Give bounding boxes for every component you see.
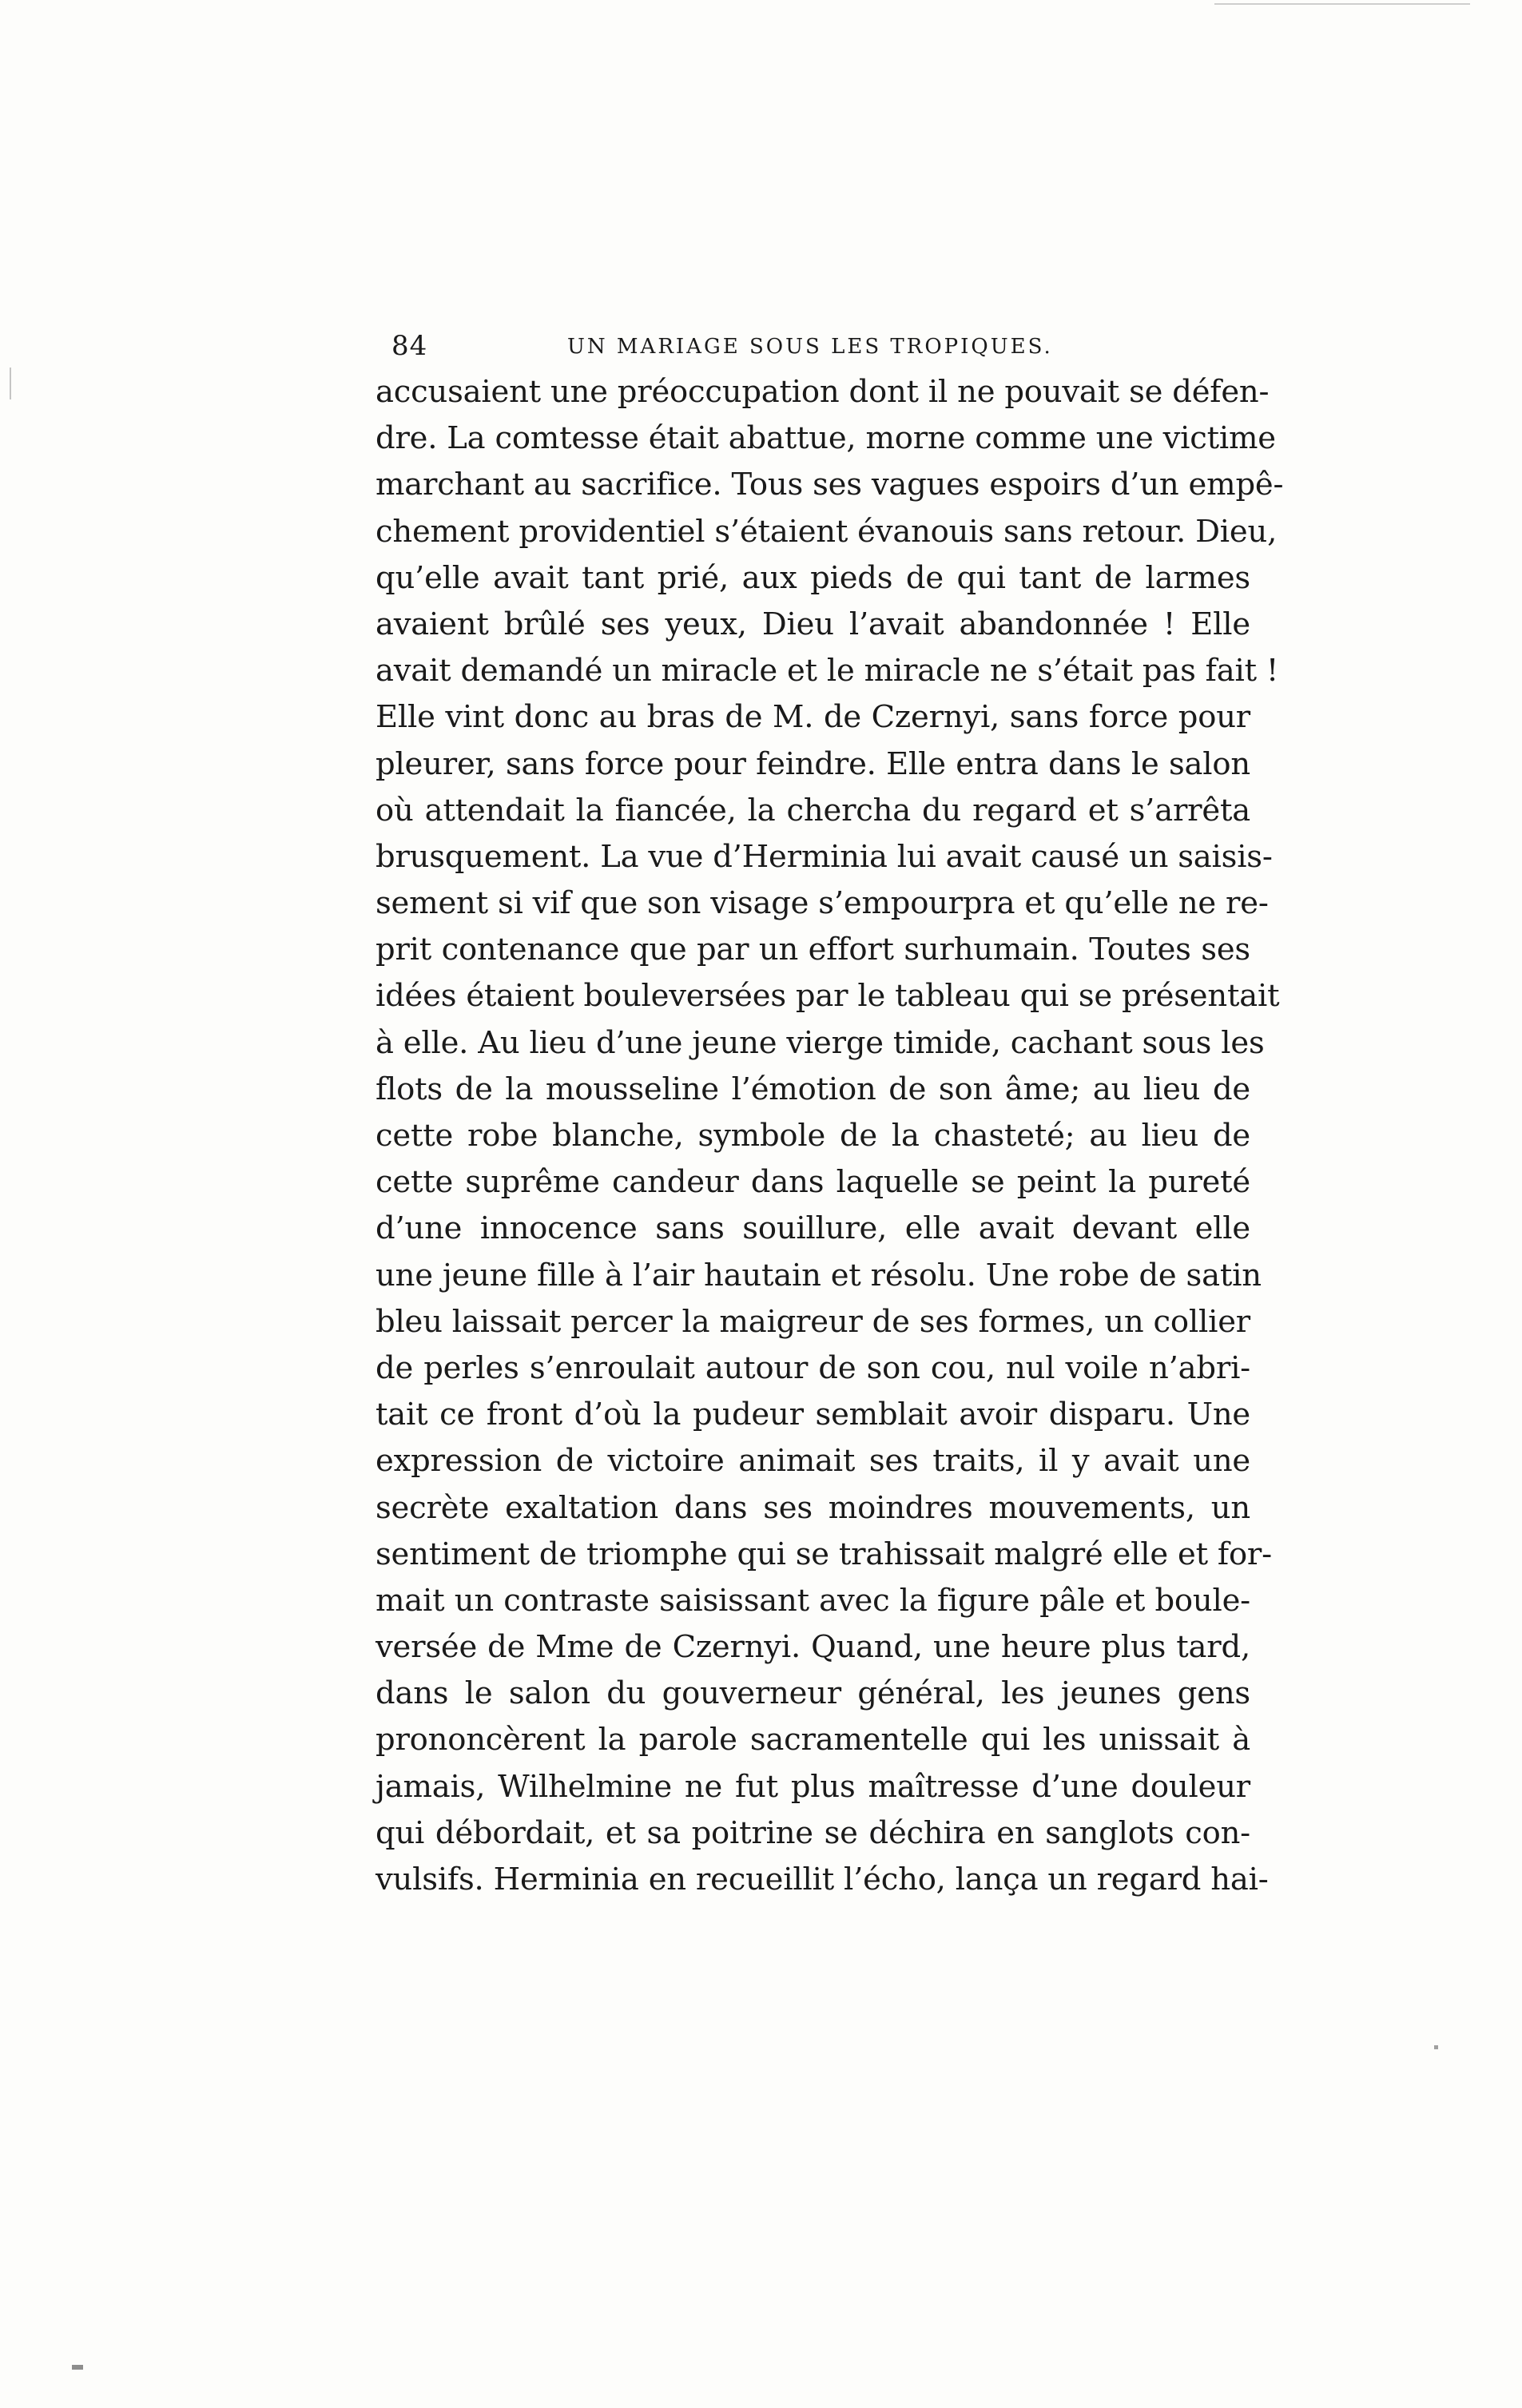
text-line: sement si vif que son visage s’empourpra et qu’elle ne re- [376, 885, 1269, 922]
text-line: avait demandé un miracle et le miracle ne s’était pas fait ! [376, 653, 1279, 689]
text-line: vulsifs. Herminia en recueillit l’écho, lança un regard hai- [376, 1862, 1269, 1897]
page-number: 84 [391, 330, 428, 362]
scan-speck [1434, 2045, 1438, 2049]
text-line: cette robe blanche, symbole de la chasteté; au lieu de [376, 1118, 1250, 1154]
text-line: d’une innocence sans souillure, elle avait devant elle [376, 1210, 1250, 1247]
text-line: avaient brûlé ses yeux, Dieu l’avait abandonnée ! Elle [376, 606, 1250, 642]
text-line: accusaient une préoccupation dont il ne pouvait se défen- [376, 374, 1270, 410]
text-line: Elle vint donc au bras de M. de Czernyi, sans force pour [376, 699, 1250, 736]
text-line: versée de Mme de Czernyi. Quand, une heure plus tard, [376, 1629, 1250, 1666]
text-line: où attendait la fiancée, la chercha du regard et s’arrêta [376, 792, 1250, 828]
text-line: dre. La comtesse était abattue, morne comme une victime [376, 420, 1276, 457]
text-line: idées étaient bouleversées par le tableau qui se présentait [376, 978, 1280, 1015]
scan-speck [72, 2365, 83, 2370]
text-line: de perles s’enroulait autour de son cou, nul voile n’abri- [376, 1349, 1250, 1386]
text-line: une jeune fille à l’air hautain et résolu. Une robe de satin [376, 1257, 1262, 1293]
text-line: prononcèrent la parole sacramentelle qui les unissait à [376, 1722, 1250, 1758]
text-line: tait ce front d’où la pudeur semblait avoir disparu. Une [376, 1397, 1250, 1433]
text-line: cette suprême candeur dans laquelle se peint la pureté [376, 1164, 1250, 1201]
text-line: bleu laissait percer la maigreur de ses formes, un collier [376, 1303, 1250, 1340]
text-line: qu’elle avait tant prié, aux pieds de qui tant de larmes [376, 559, 1250, 596]
text-line: dans le salon du gouverneur général, les jeunes gens [376, 1675, 1250, 1712]
text-line: expression de victoire animait ses traits, il y avait une [376, 1443, 1250, 1480]
running-head: UN MARIAGE SOUS LES TROPIQUES. [567, 335, 1053, 359]
text-line: mait un contraste saisissant avec la figure pâle et boule- [376, 1582, 1250, 1619]
text-line: qui débordait, et sa poitrine se déchira en sanglots con- [376, 1814, 1250, 1851]
text-line: chement providentiel s’étaient évanouis sans retour. Dieu, [376, 513, 1278, 550]
scan-speck [1214, 3, 1470, 5]
text-line: flots de la mousseline l’émotion de son âme; au lieu de [376, 1071, 1250, 1107]
text-line: marchant au sacrifice. Tous ses vagues espoirs d’un empê- [376, 467, 1284, 503]
text-line: secrète exaltation dans ses moindres mouvements, un [376, 1489, 1250, 1526]
text-line: jamais, Wilhelmine ne fut plus maîtresse d’une douleur [376, 1768, 1250, 1805]
scan-speck [10, 368, 11, 399]
text-line: sentiment de triomphe qui se trahissait malgré elle et for- [376, 1536, 1272, 1572]
page-header [391, 324, 1246, 372]
text-line: brusquement. La vue d’Herminia lui avait causé un saisis- [376, 838, 1273, 875]
text-line: pleurer, sans force pour feindre. Elle entra dans le salon [376, 745, 1250, 782]
text-line: prit contenance que par un effort surhumain. Toutes ses [376, 932, 1250, 968]
body-text [376, 369, 1284, 1903]
text-line: à elle. Au lieu d’une jeune vierge timide, cachant sous les [376, 1024, 1265, 1061]
